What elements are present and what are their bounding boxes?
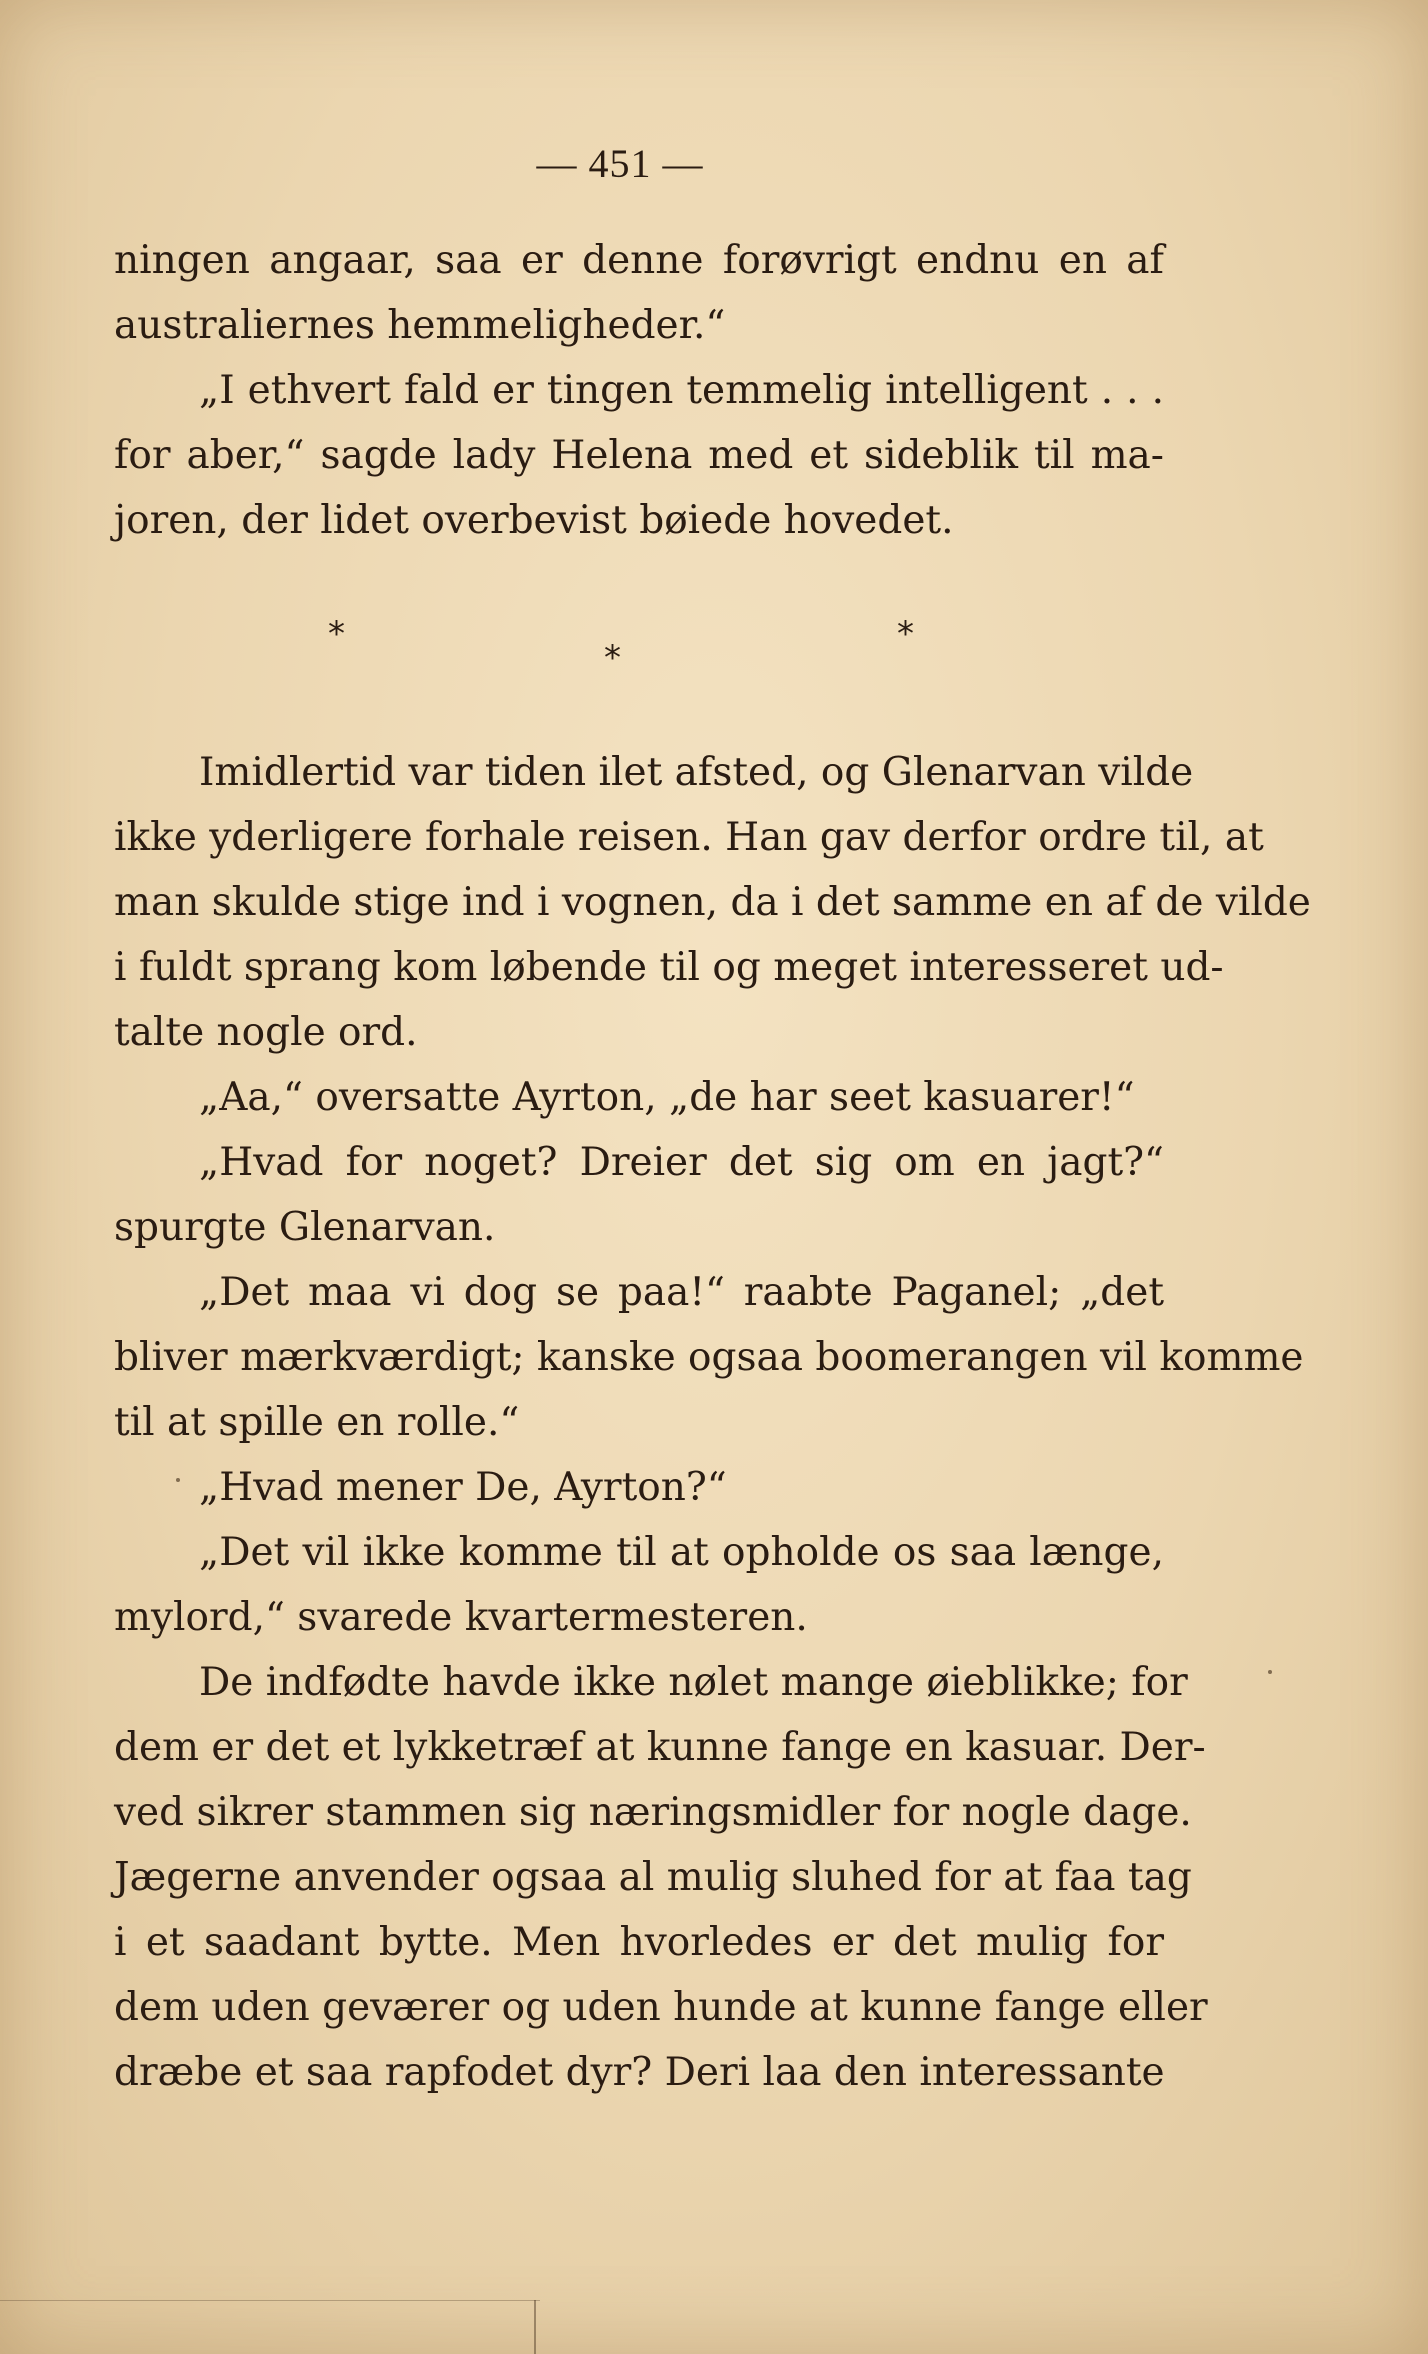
page-number: — 451 — bbox=[536, 141, 704, 186]
text-line: bliver mærkværdigt; kanske ogsaa boomerangen vil komme bbox=[114, 1335, 1304, 1380]
text-line: dræbe et saa rapfodet dyr? Deri laa den interessante bbox=[114, 2050, 1165, 2095]
text-line: „I ethvert fald er tingen temmelig intelligent . . . bbox=[199, 368, 1164, 413]
text-line: De indfødte havde ikke nølet mange øieblikke; for bbox=[199, 1660, 1188, 1705]
asterisk-right: * bbox=[897, 614, 914, 654]
text-line: Jægerne anvender ogsaa al mulig sluhed for at faa tag bbox=[114, 1855, 1192, 1900]
paper-speck bbox=[176, 1478, 180, 1482]
section-separator bbox=[0, 600, 1428, 700]
text-line: Imidlertid var tiden ilet afsted, og Glenarvan vilde bbox=[199, 750, 1194, 795]
text-line: „Hvad mener De, Ayrton?“ bbox=[199, 1465, 727, 1510]
paper-speck bbox=[1268, 1670, 1272, 1674]
text-line: spurgte Glenarvan. bbox=[114, 1205, 496, 1250]
text-line: dem uden geværer og uden hunde at kunne fange eller bbox=[114, 1985, 1208, 2030]
text-line: for aber,“ sagde lady Helena med et sideblik til ma- bbox=[114, 433, 1164, 478]
text-line: i et saadant bytte. Men hvorledes er det mulig for bbox=[114, 1920, 1164, 1965]
text-line: „Det vil ikke komme til at opholde os saa længe, bbox=[199, 1530, 1164, 1575]
text-line: „Hvad for noget? Dreier det sig om en jagt?“ bbox=[199, 1140, 1164, 1185]
text-line: dem er det et lykketræf at kunne fange en kasuar. Der- bbox=[114, 1725, 1206, 1770]
text-line: ikke yderligere forhale reisen. Han gav derfor ordre til, at bbox=[114, 815, 1264, 860]
text-line: man skulde stige ind i vognen, da i det samme en af de vilde bbox=[114, 880, 1311, 925]
text-line: til at spille en rolle.“ bbox=[114, 1400, 520, 1445]
page-edge-mark bbox=[534, 2300, 536, 2354]
text-line: „Det maa vi dog se paa!“ raabte Paganel; „det bbox=[199, 1270, 1164, 1315]
paragraph-block-1 bbox=[114, 228, 1164, 553]
text-line: ningen angaar, saa er denne forøvrigt endnu en af bbox=[114, 238, 1164, 283]
asterisk-center: * bbox=[604, 638, 621, 678]
page-edge-line bbox=[0, 2300, 540, 2301]
text-line: ved sikrer stammen sig næringsmidler for nogle dage. bbox=[114, 1790, 1192, 1835]
text-line: „Aa,“ oversatte Ayrton, „de har seet kasuarer!“ bbox=[199, 1075, 1135, 1120]
text-line: australiernes hemmeligheder.“ bbox=[114, 303, 726, 348]
text-line: talte nogle ord. bbox=[114, 1010, 418, 1055]
paragraph-block-2 bbox=[114, 740, 1311, 2105]
text-line: joren, der lidet overbevist bøiede hovedet. bbox=[114, 498, 954, 543]
asterisk-left: * bbox=[328, 614, 345, 654]
text-line: i fuldt sprang kom løbende til og meget interesseret ud- bbox=[114, 945, 1224, 990]
text-line: mylord,“ svarede kvartermesteren. bbox=[114, 1595, 808, 1640]
